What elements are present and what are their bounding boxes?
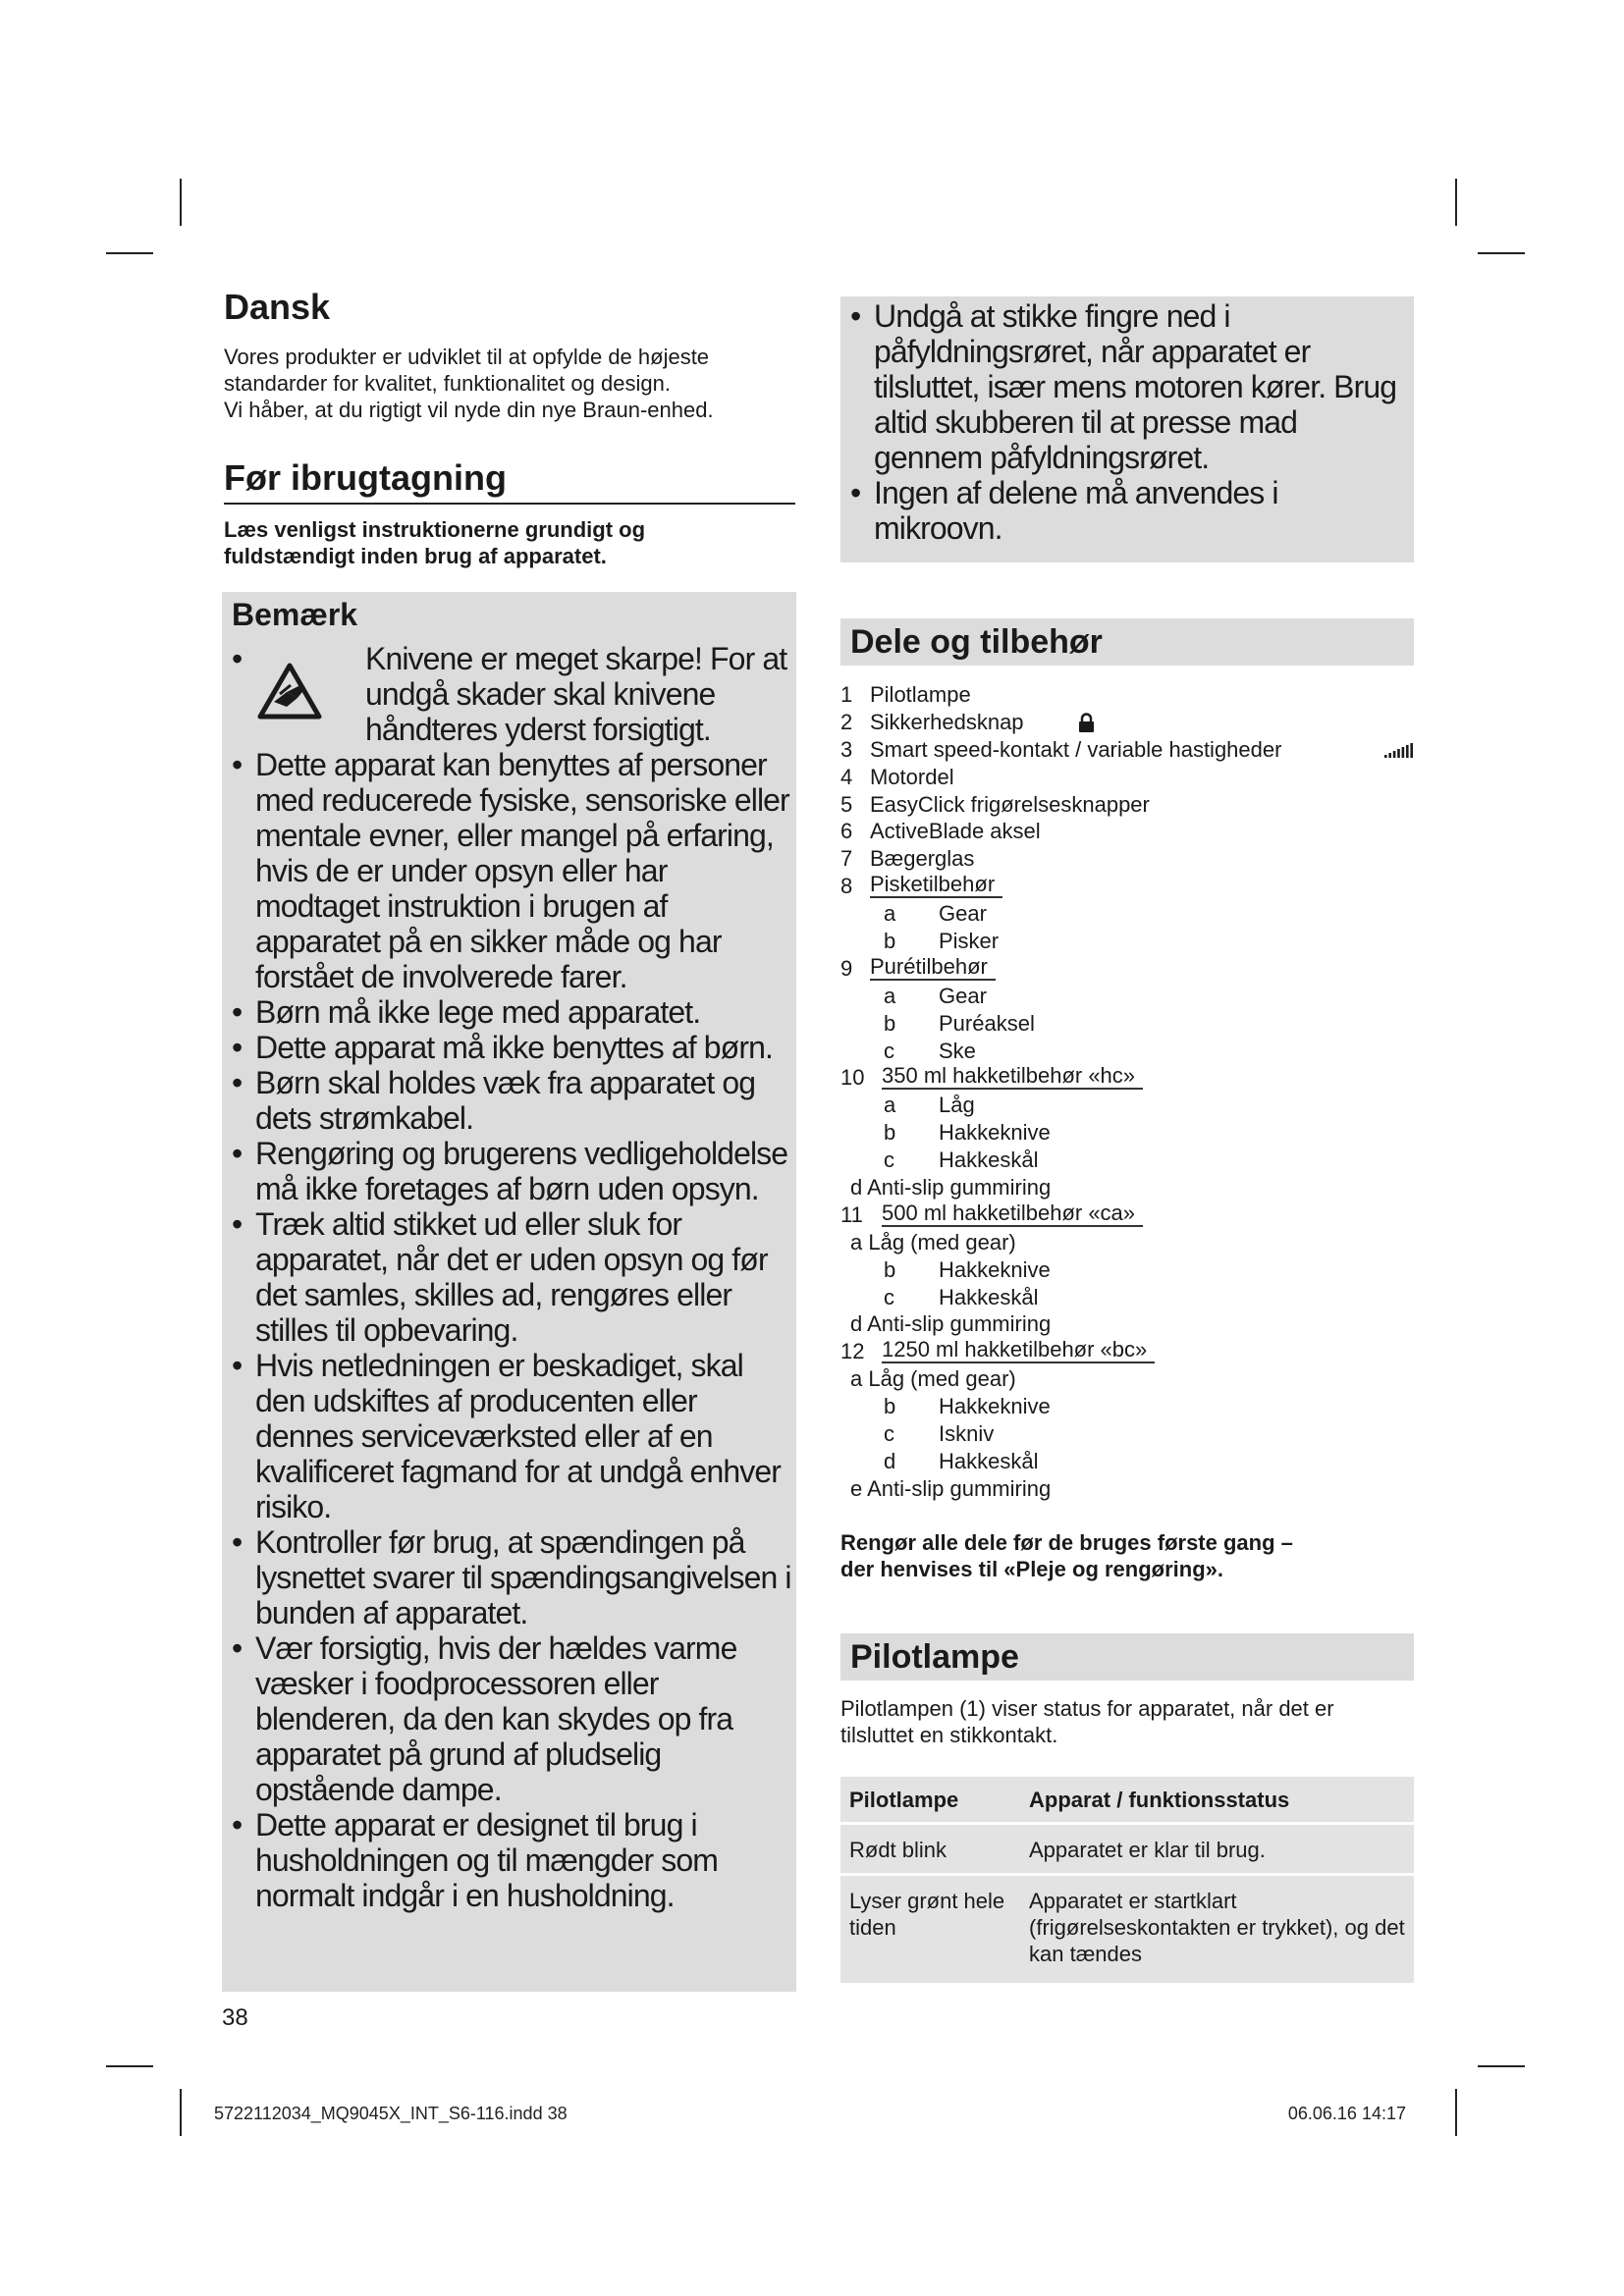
note-item: • Hvis netledningen er beskadiget, skal den udskiftes af producenten eller dennes serviceværksted eller af en kvalificeret fagmand for at undgå enhver risiko. [232,1348,791,1524]
part-label: Pilotlampe [870,682,971,707]
note-item: • Dette apparat kan benyttes af personer med reducerede fysiske, sensoriske eller mentale evner, eller mangel på erfaring, hvis de er under opsyn eller har modtaget instruktion i brugen af apparatet på en sikker måde og har forstået de involverede farer. [232,747,791,994]
read-instructions [224,516,774,569]
safety-item: • Ingen af delene må anvendes i mikroovn. [850,475,1408,546]
list-item [840,709,1414,736]
part-sub-letter: c [884,1421,894,1447]
list-item [840,955,1414,983]
speed-bars-icon [1384,742,1416,758]
safety-item: • Undgå at stikke fingre ned i påfyldningsrøret, når apparatet er tilsluttet, især mens motoren kører. Brug altid skubberen til at presse mad gennem påfyldningsrøret. [850,298,1408,475]
crop-mark [1478,2065,1525,2067]
part-sub-label: Ske [939,1038,976,1063]
part-number: 3 [840,736,853,762]
parts-heading: Dele og tilbehør [840,618,1414,666]
note-item: • Dette apparat må ikke benyttes af børn. [232,1030,791,1065]
part-number: 11 [840,1201,863,1227]
pilot-line: tilsluttet en stikkontakt. [840,1723,1058,1747]
crop-mark [1455,2089,1457,2136]
part-number: 5 [840,791,853,817]
crop-mark [1455,179,1457,226]
note-title: Bemærk [232,597,358,632]
list-item [840,736,1414,764]
page-title: Dansk [224,287,331,327]
part-sub-label: Hakkeknive [939,1256,1051,1282]
list-item [840,900,1414,928]
crop-mark [106,252,153,254]
part-sub-letter: b [884,929,896,954]
part-number: 4 [840,764,853,789]
part-sub-label: a Låg (med gear) [850,1229,1016,1255]
part-sub-letter: a [884,1093,896,1118]
part-sub-label: Pisker [939,929,1000,954]
part-sub-letter: c [884,1148,894,1173]
part-label: Bægerglas [870,846,975,872]
list-item [840,1420,1414,1448]
part-number: 12 [840,1339,865,1364]
part-number: 2 [840,709,853,734]
part-sub-label: Puréaksel [939,1010,1035,1036]
intro-line: Vi håber, at du rigtigt vil nyde din nye Braun-enhed. [224,398,714,422]
safety-list [850,298,1408,546]
part-sub-letter: a [884,901,896,927]
table-header-cell: Pilotlampe [849,1788,959,1812]
list-item [840,983,1414,1010]
list-item [840,1448,1414,1475]
read-line: fuldstændigt inden brug af apparatet. [224,544,607,568]
note-item: • Vær forsigtig, hvis der hældes varme væsker i foodprocessoren eller blenderen, da den kan skydes op fra apparatet på grund af pludselig opstående dampe. [232,1630,791,1807]
part-sub-label: Hakkeskål [939,1148,1039,1173]
list-item [840,764,1414,791]
part-sub-label: Låg [939,1093,975,1118]
table-cell: Apparatet er klar til brug. [1029,1838,1266,1862]
part-label: Smart speed-kontakt / variable hastigheder [870,736,1282,762]
list-item [840,873,1414,900]
list-item [840,928,1414,955]
table-cell: Lyser grønt hele tiden [849,1889,1005,1940]
crop-mark [106,2065,153,2067]
list-item [840,1475,1414,1503]
note-item: • Rengøring og brugerens vedligeholdelse må ikke foretages af børn uden opsyn. [232,1136,791,1206]
note-item: • Kontroller før brug, at spændingen på lysnettet svarer til spændingsangivelsen i bunden af apparatet. [232,1524,791,1630]
table-cell: Apparatet er startklart (frigørelseskontakten er trykket), og det kan tændes [1029,1889,1405,1966]
clean-line: Rengør alle dele før de bruges første gang – [840,1530,1293,1555]
part-label: EasyClick frigørelsesknapper [870,791,1150,817]
table-row [840,1876,1414,1983]
part-label: Sikkerhedsknap [870,709,1024,734]
list-item [840,1119,1414,1147]
part-sub-letter: a [884,983,896,1008]
part-sub-label: e Anti-slip gummiring [850,1475,1052,1501]
part-sub-letter: d [884,1448,896,1473]
part-sub-letter: b [884,1010,896,1036]
list-item [840,1064,1414,1092]
note-item: • Træk altid stikket ud eller sluk for apparatet, når det er uden opsyn og før det samles, skilles ad, rengøres eller stilles til opbevaring. [232,1206,791,1348]
list-item [840,1338,1414,1365]
part-sub-label: a Låg (med gear) [850,1366,1016,1392]
table-row [840,1825,1414,1873]
table-header-cell: Apparat / funktionsstatus [1029,1788,1290,1812]
list-item [840,1310,1414,1338]
list-item [840,845,1414,873]
part-sub-label: Hakkeskål [939,1448,1039,1473]
table-header-row [840,1777,1414,1822]
intro-text [224,344,803,423]
clean-line: der henvises til «Pleje og rengøring». [840,1557,1224,1581]
table-cell: Rødt blink [849,1838,947,1862]
parts-list [840,681,1414,1503]
part-sub-label: d Anti-slip gummiring [850,1175,1052,1201]
list-item [840,1284,1414,1311]
footer-file-info: 5722112034_MQ9045X_INT_S6-116.indd 38 [214,2104,568,2123]
part-sub-letter: c [884,1038,894,1063]
page-number: 38 [222,2004,248,2031]
intro-line: Vores produkter er udviklet til at opfylde de højeste [224,345,710,369]
crop-mark [180,2089,182,2136]
list-item [840,1038,1414,1065]
safety-box-continued [840,296,1414,562]
part-number: 10 [840,1065,865,1091]
pilot-line: Pilotlampen (1) viser status for apparatet, når det er [840,1696,1334,1721]
note-item: • Knivene er meget skarpe! For at undgå skader skal knivene håndteres yderst forsigtigt. [232,641,791,747]
part-sub-label: Iskniv [939,1421,995,1447]
list-item [840,1393,1414,1420]
pilot-heading: Pilotlampe [840,1633,1414,1681]
note-box [222,592,796,1992]
list-item [840,1256,1414,1284]
sharp-blade-warning-icon [257,663,322,720]
list-item [840,1092,1414,1119]
list-item [840,818,1414,845]
part-number: 1 [840,682,853,707]
part-sub-letter: c [884,1284,894,1309]
note-item: • Børn skal holdes væk fra apparatet og dets strømkabel. [232,1065,791,1136]
part-number: 7 [840,846,853,872]
part-number: 9 [840,955,853,981]
part-sub-label: Gear [939,901,987,927]
list-item [840,1229,1414,1256]
part-sub-letter: b [884,1120,896,1146]
part-label: 1250 ml hakketilbehør «bc» [882,1338,1155,1363]
lock-icon [1078,713,1095,732]
crop-mark [1478,252,1525,254]
note-item: • Dette apparat er designet til brug i husholdningen og til mængder som normalt indgår i en husholdning. [232,1807,791,1913]
part-label: Pisketilbehør [870,873,1002,898]
pilot-description [840,1695,1410,1748]
clean-note [840,1529,1400,1582]
list-item [840,1010,1414,1038]
list-item [840,1201,1414,1229]
intro-line: standarder for kvalitet, funktionalitet og design. [224,371,671,396]
part-sub-label: d Anti-slip gummiring [850,1311,1052,1337]
part-label: 500 ml hakketilbehør «ca» [882,1201,1143,1227]
part-sub-letter: b [884,1256,896,1282]
part-sub-label: Gear [939,983,987,1008]
note-item: • Børn må ikke lege med apparatet. [232,994,791,1030]
part-sub-label: Hakkeknive [939,1394,1051,1419]
part-number: 8 [840,874,853,899]
part-number: 6 [840,819,853,844]
before-use-heading: Før ibrugtagning [224,457,795,505]
part-sub-label: Hakkeknive [939,1120,1051,1146]
list-item [840,791,1414,819]
part-sub-letter: b [884,1394,896,1419]
list-item [840,1147,1414,1174]
footer-date: 06.06.16 14:17 [1287,2104,1406,2123]
note-list [232,641,791,1913]
part-label: Purétilbehør [870,955,996,981]
list-item [840,1174,1414,1201]
part-sub-label: Hakkeskål [939,1284,1039,1309]
crop-mark [180,179,182,226]
part-label: 350 ml hakketilbehør «hc» [882,1064,1143,1090]
list-item [840,681,1414,709]
part-label: ActiveBlade aksel [870,819,1041,844]
list-item [840,1365,1414,1393]
read-line: Læs venligst instruktionerne grundigt og [224,517,646,542]
part-label: Motordel [870,764,954,789]
